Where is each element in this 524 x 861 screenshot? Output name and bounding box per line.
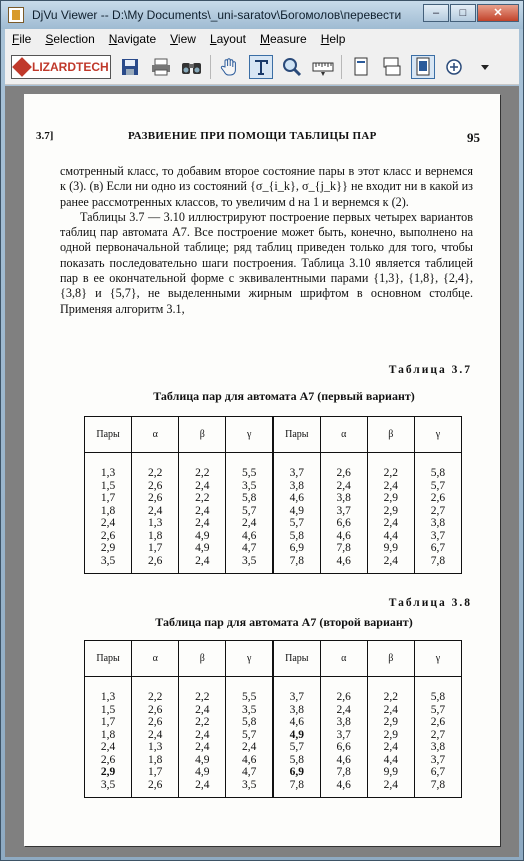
table-cell: 1,8 bbox=[132, 754, 179, 767]
column-header: α bbox=[320, 641, 367, 677]
paragraph-2: Таблицы 3.7 — 3.10 иллюстрируют построение первых четырех вариантов таблиц пар автомата A7. Все построение может быть, конечно, выполнено на одной первоначальной таблице; ряд таблиц приведен только для того, чтобы показать последовательно шаги построения. Таблица 3.10 является таблицей пар в ее окончательной форме с эквивалентными парами {1,3}, {1,8}, {2,4}, {3,8} и {5,7}, не выделенными жирным шрифтом в основном столбце. Применяя алгоритм 3.1, bbox=[60, 209, 473, 316]
table-cell: 9,9 bbox=[367, 542, 414, 555]
hand-icon[interactable] bbox=[218, 55, 242, 79]
table-cell: 2,4 bbox=[367, 555, 414, 574]
table-cell: 5,7 bbox=[273, 517, 320, 530]
table-row bbox=[85, 555, 462, 574]
table-row bbox=[85, 505, 462, 518]
table-cell: 2,9 bbox=[367, 716, 414, 729]
table-cell: 2,4 bbox=[132, 505, 179, 518]
table-cell: 4,6 bbox=[320, 779, 367, 798]
table-cell: 4,7 bbox=[226, 542, 273, 555]
table-cell: 2,2 bbox=[367, 453, 414, 480]
window-controls bbox=[422, 4, 519, 22]
menu-measure[interactable]: Measure bbox=[259, 32, 307, 46]
table-cell: 2,4 bbox=[179, 555, 226, 574]
table-cell: 5,8 bbox=[273, 530, 320, 543]
table-cell: 2,6 bbox=[132, 555, 179, 574]
table-cell: 5,8 bbox=[430, 467, 446, 479]
table-cell: 4,9 bbox=[179, 766, 226, 779]
table-cell: 3,5 bbox=[85, 779, 132, 798]
dropdown-arrow-icon[interactable] bbox=[473, 55, 497, 79]
table-cell: 5,7 bbox=[226, 505, 273, 518]
table-cell: 2,4 bbox=[320, 704, 367, 717]
table-cell: 2,9 bbox=[367, 729, 414, 742]
table-cell: 2,4 bbox=[179, 480, 226, 493]
table-cell: 2,4 bbox=[226, 517, 273, 530]
logo-text: LIZARDTECH bbox=[32, 59, 109, 74]
toolbar bbox=[5, 49, 519, 85]
djvu-app-icon bbox=[8, 7, 24, 23]
table-cell: 2,2 bbox=[132, 677, 179, 704]
section-number: 3.7] bbox=[36, 130, 54, 142]
document-viewport[interactable] bbox=[5, 86, 519, 857]
table-cell: 2,6 bbox=[430, 716, 446, 728]
table-cell: 5,8 bbox=[273, 754, 320, 767]
table-cell: 3,5 bbox=[226, 704, 273, 717]
table-cell: 2,4 bbox=[367, 480, 414, 493]
table-cell: 2,6 bbox=[132, 779, 179, 798]
table-cell: 2,2 bbox=[179, 716, 226, 729]
table-cell: 3,8 bbox=[273, 704, 320, 717]
table-cell: 9,9 bbox=[367, 766, 414, 779]
table-row bbox=[85, 517, 462, 530]
table-cell: 1,8 bbox=[85, 729, 132, 742]
table-cell: 5,8 bbox=[226, 492, 273, 505]
table-row bbox=[85, 492, 462, 505]
zoom-icon[interactable] bbox=[280, 55, 304, 79]
table-cell: 3,5 bbox=[226, 480, 273, 493]
table-cell: 5,7 bbox=[430, 703, 446, 716]
table-cell: 2,2 bbox=[179, 677, 226, 704]
column-header: Пары bbox=[273, 417, 320, 453]
page-continuous-icon[interactable] bbox=[380, 55, 404, 79]
menu-navigate[interactable]: Navigate bbox=[108, 32, 157, 46]
table-cell: 2,4 bbox=[179, 505, 226, 518]
table-cell: 7,8 bbox=[273, 555, 320, 574]
page-single-icon[interactable] bbox=[349, 55, 373, 79]
table-cell: 4,9 bbox=[273, 505, 320, 518]
column-header: γ bbox=[226, 417, 273, 453]
column-header: β bbox=[179, 417, 226, 453]
table-cell: 7,8 bbox=[320, 542, 367, 555]
table-cell: 2,6 bbox=[85, 754, 132, 767]
table-cell: 7,8 bbox=[414, 555, 461, 574]
menu-bar bbox=[5, 29, 519, 49]
table-cell: 3,5 bbox=[226, 555, 273, 574]
table-cell: 5,8 bbox=[430, 691, 446, 703]
table-cell: 3,7 bbox=[430, 529, 446, 542]
table-cell: 3,7 bbox=[273, 677, 320, 704]
table-cell: 1,7 bbox=[85, 716, 132, 729]
table-cell: 2,4 bbox=[179, 729, 226, 742]
table-3-7-title: Таблица пар для автомата A7 (первый вариант) bbox=[153, 389, 415, 403]
table-cell: 1,5 bbox=[85, 480, 132, 493]
column-header: Пары bbox=[85, 417, 132, 453]
table-header-row bbox=[85, 641, 462, 677]
lizardtech-mark-icon bbox=[12, 57, 32, 77]
table-cell: 5,7 bbox=[226, 729, 273, 742]
table-cell: 4,6 bbox=[320, 530, 367, 543]
table-cell: 2,4 bbox=[367, 779, 414, 798]
close-button[interactable]: ✕ bbox=[477, 4, 519, 22]
toolbar-separator bbox=[341, 55, 342, 79]
page-facing-icon[interactable] bbox=[411, 55, 435, 79]
table-cell: 2,2 bbox=[367, 677, 414, 704]
maximize-button[interactable]: □ bbox=[450, 4, 476, 22]
table-3-8-label: Таблица 3.8 bbox=[388, 597, 472, 609]
table-cell: 4,7 bbox=[226, 766, 273, 779]
table-cell: 2,6 bbox=[132, 492, 179, 505]
table-cell: 3,7 bbox=[430, 753, 446, 766]
table-cell: 3,8 bbox=[273, 480, 320, 493]
table-cell: 2,4 bbox=[85, 517, 132, 530]
table-cell: 2,2 bbox=[132, 453, 179, 480]
document-page bbox=[24, 94, 500, 846]
table-cell: 7,8 bbox=[320, 766, 367, 779]
table-cell: 4,6 bbox=[226, 530, 273, 543]
column-header: Пары bbox=[273, 641, 320, 677]
table-row bbox=[85, 677, 462, 704]
table-cell: 4,6 bbox=[273, 716, 320, 729]
table-cell: 5,5 bbox=[226, 453, 273, 480]
body-text bbox=[60, 164, 473, 317]
table-3-8 bbox=[84, 640, 462, 798]
table-cell: 4,4 bbox=[367, 530, 414, 543]
table-cell: 1,7 bbox=[132, 542, 179, 555]
table-row bbox=[85, 754, 462, 767]
table-cell: 5,5 bbox=[226, 677, 273, 704]
text-select-icon[interactable] bbox=[249, 55, 273, 79]
table-row bbox=[85, 542, 462, 555]
table-cell: 4,9 bbox=[179, 754, 226, 767]
table-cell: 2,4 bbox=[367, 704, 414, 717]
table-cell: 2,4 bbox=[367, 517, 414, 530]
table-cell: 1,3 bbox=[85, 677, 132, 704]
table-cell: 2,4 bbox=[179, 779, 226, 798]
column-header: α bbox=[320, 417, 367, 453]
table-cell: 6,7 bbox=[430, 542, 446, 554]
table-cell: 1,8 bbox=[85, 505, 132, 518]
table-cell: 7,8 bbox=[414, 779, 461, 798]
table-cell: 2,6 bbox=[132, 716, 179, 729]
table-header-row bbox=[85, 417, 462, 453]
table-cell: 2,9 bbox=[367, 492, 414, 505]
column-header: α bbox=[132, 417, 179, 453]
window-title: DjVu Viewer -- D:\My Documents\_uni-saratov\Богомолов\перевести bbox=[32, 8, 402, 22]
table-cell: 3,8 bbox=[430, 741, 446, 753]
table-cell: 6,9 bbox=[273, 766, 320, 779]
table-cell: 1,7 bbox=[85, 492, 132, 505]
table-row bbox=[85, 741, 462, 754]
table-cell: 2,2 bbox=[179, 453, 226, 480]
column-header: α bbox=[132, 641, 179, 677]
minimize-button[interactable]: – bbox=[423, 4, 449, 22]
column-header: β bbox=[367, 641, 414, 677]
column-header: β bbox=[367, 417, 414, 453]
table-cell: 2,4 bbox=[179, 517, 226, 530]
table-cell: 3,7 bbox=[273, 453, 320, 480]
table-row bbox=[85, 766, 462, 779]
table-cell: 2,2 bbox=[179, 492, 226, 505]
table-cell: 3,8 bbox=[320, 492, 367, 505]
table-row bbox=[85, 530, 462, 543]
table-cell: 2,9 bbox=[85, 542, 132, 555]
table-cell: 2,6 bbox=[320, 677, 367, 704]
table-cell: 2,4 bbox=[179, 704, 226, 717]
table-cell: 4,9 bbox=[179, 542, 226, 555]
zoom-in-icon[interactable] bbox=[442, 55, 466, 79]
table-cell: 2,9 bbox=[367, 505, 414, 518]
table-cell: 2,4 bbox=[132, 729, 179, 742]
table-cell: 1,3 bbox=[85, 453, 132, 480]
table-cell: 3,7 bbox=[320, 505, 367, 518]
table-cell: 3,8 bbox=[320, 716, 367, 729]
column-header: γ bbox=[414, 641, 461, 677]
table-cell: 4,6 bbox=[226, 754, 273, 767]
menu-file[interactable]: File bbox=[12, 32, 32, 46]
table-cell: 6,6 bbox=[320, 517, 367, 530]
table-cell: 5,7 bbox=[273, 741, 320, 754]
table-row bbox=[85, 716, 462, 729]
table-cell: 1,5 bbox=[85, 704, 132, 717]
title-bar[interactable] bbox=[1, 1, 523, 29]
ruler-icon[interactable] bbox=[311, 55, 335, 79]
table-cell: 4,6 bbox=[273, 492, 320, 505]
table-cell: 4,6 bbox=[320, 754, 367, 767]
table-cell: 1,7 bbox=[132, 766, 179, 779]
print-icon[interactable] bbox=[149, 55, 173, 79]
menu-selection[interactable]: Selection bbox=[45, 32, 95, 46]
column-header: γ bbox=[414, 417, 461, 453]
table-cell: 2,6 bbox=[132, 480, 179, 493]
table-cell: 2,7 bbox=[430, 728, 446, 741]
table-cell: 2,9 bbox=[85, 766, 132, 779]
table-cell: 6,6 bbox=[320, 741, 367, 754]
table-cell: 2,4 bbox=[367, 741, 414, 754]
column-header: β bbox=[179, 641, 226, 677]
table-3-8-title: Таблица пар для автомата A7 (второй вариант) bbox=[155, 615, 413, 629]
table-3-7 bbox=[84, 416, 462, 574]
toolbar-separator bbox=[210, 55, 211, 79]
table-cell: 3,5 bbox=[85, 555, 132, 574]
table-cell: 4,4 bbox=[367, 754, 414, 767]
menu-view[interactable]: View bbox=[170, 32, 196, 46]
paragraph-1: смотренный класс, то добавим второе состояние пары в этот класс и вернемся к (3). (в) Если ни одно из состояний {σ_{i_k}, σ_{j_k}} не входит ни в какой из ранее рассмотренных классов, то увеличим d на 1 и вернемся к (2). bbox=[60, 164, 473, 209]
column-header: γ bbox=[226, 641, 273, 677]
page-number: 95 bbox=[467, 130, 480, 145]
table-row bbox=[85, 704, 462, 717]
table-cell: 2,6 bbox=[132, 704, 179, 717]
table-row bbox=[85, 453, 462, 480]
table-cell: 5,8 bbox=[226, 716, 273, 729]
table-cell: 2,4 bbox=[226, 741, 273, 754]
table-cell: 4,9 bbox=[179, 530, 226, 543]
table-3-7-label: Таблица 3.7 bbox=[388, 364, 472, 376]
table-cell: 7,8 bbox=[273, 779, 320, 798]
table-cell: 4,9 bbox=[273, 729, 320, 742]
table-row bbox=[85, 480, 462, 493]
table-cell: 3,7 bbox=[320, 729, 367, 742]
table-row bbox=[85, 779, 462, 798]
table-cell: 2,4 bbox=[179, 741, 226, 754]
table-cell: 1,8 bbox=[132, 530, 179, 543]
lizardtech-logo[interactable] bbox=[11, 55, 111, 79]
table-cell: 2,4 bbox=[85, 741, 132, 754]
table-cell: 2,6 bbox=[320, 453, 367, 480]
menu-help[interactable]: Help bbox=[320, 32, 346, 46]
table-cell: 6,7 bbox=[430, 766, 446, 778]
table-cell: 2,6 bbox=[85, 530, 132, 543]
menu-layout[interactable]: Layout bbox=[209, 32, 246, 46]
column-header: Пары bbox=[85, 641, 132, 677]
find-icon[interactable] bbox=[180, 55, 204, 79]
table-cell: 2,4 bbox=[320, 480, 367, 493]
table-cell: 3,8 bbox=[430, 517, 446, 529]
table-cell: 3,5 bbox=[226, 779, 273, 798]
table-cell: 6,9 bbox=[273, 542, 320, 555]
save-icon[interactable] bbox=[118, 55, 142, 79]
table-row bbox=[85, 729, 462, 742]
table-cell: 2,7 bbox=[430, 504, 446, 517]
table-cell: 1,3 bbox=[132, 741, 179, 754]
table-cell: 2,6 bbox=[430, 492, 446, 504]
table-cell: 4,6 bbox=[320, 555, 367, 574]
table-cell: 5,7 bbox=[430, 479, 446, 492]
table-cell: 1,3 bbox=[132, 517, 179, 530]
running-title: РАЗВИЕНИЕ ПРИ ПОМОЩИ ТАБЛИЦЫ ПАР bbox=[128, 130, 377, 142]
